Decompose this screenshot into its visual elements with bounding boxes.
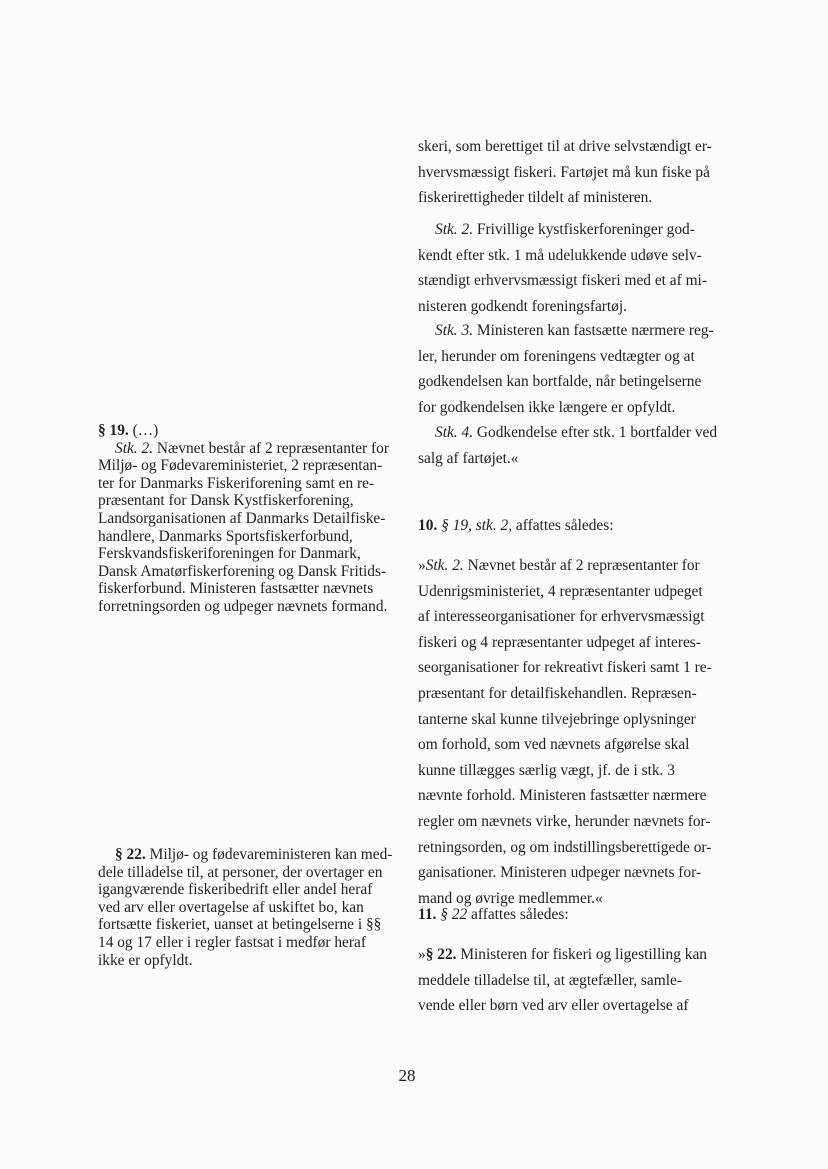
section-19-heading: § 19. (…) <box>98 422 159 439</box>
quoted-section-22: »§ 22. Ministeren for fiskeri og ligestilling kan meddele tilladelse til, at ægtefæller, samle- vende eller børn ved arv eller overtagelse af <box>418 942 736 1019</box>
text-line: fiskeri og 4 repræsentanter udpeget af interes- <box>418 633 701 651</box>
right-column <box>418 0 736 1169</box>
text-line: præsentant for Dansk Kystfiskerforening, <box>98 492 354 510</box>
text-line: seorganisationer for rekreativt fiskeri samt 1 re- <box>418 659 712 677</box>
text-line: skeri, som berettiget til at drive selvstændigt er- <box>418 138 712 155</box>
text-line: godkendelsen kan bortfalde, når betingelserne <box>418 373 702 391</box>
text-line: retningsorden, og om indstillingsberettigede or- <box>418 838 712 856</box>
text-line: Udenrigsministeriet, 4 repræsentanter udpeget <box>418 582 703 600</box>
text-line: stændigt erhvervsmæssigt fiskeri med et af mi- <box>418 272 707 290</box>
quoted-stk-2-paragraph: »Stk. 2. Nævnet består af 2 repræsentanter for Udenrigsministeriet, 4 repræsentanter udpeget af interesseorganisationer for erhvervsmæssigt fiskeri og 4 repræsentanter udpeget af interes- seorganisationer for rekreativt fiskeri samt 1 re- præsentant for detailfiskehandlen. Repræsen- tanterne skal kunne tilvejebringe oplysninger om forhold, som ved nævnets afgørelse skal kunne tillægges særlig vægt, jf. de i stk. 3 nævnte forhold. Ministeren fastsætter nærmere regler om nævnets virke, herunder nævnets for- retningsorden, og om indstillingsberettigede or- ganisationer. Ministeren udpeger nævnets for- mand og øvrige medlemmer.« <box>418 553 736 911</box>
text-line: meddele tilladelse til, at ægtefæller, samle- <box>418 971 682 989</box>
text-line: ter for Danmarks Fiskeriforening samt en re- <box>98 474 375 492</box>
text-line: ganisationer. Ministeren udpeger nævnets for- <box>418 864 702 882</box>
text-line: kendt efter stk. 1 må udelukkende udøve selv- <box>418 246 702 264</box>
stk-4-paragraph <box>418 420 736 471</box>
text-line: handlere, Danmarks Sportsfiskerforbund, <box>98 527 353 545</box>
stk-3-paragraph <box>418 318 736 420</box>
section-22 <box>98 846 402 969</box>
text-line: salg af fartøjet.« <box>418 449 519 467</box>
stk-4-first-line: Stk. 4. Godkendelse efter stk. 1 bortfalder ved <box>435 424 718 441</box>
item-reference: § 22 <box>436 906 468 923</box>
item-number: 10. <box>418 517 438 534</box>
text-line: forretningsorden og udpeger nævnets formand. <box>98 597 388 615</box>
item-reference: § 19, stk. 2, <box>437 517 513 534</box>
text-line: dele tilladelse til, at personer, der overtager en <box>98 863 383 881</box>
stk-3-first-line: Stk. 3. Ministeren kan fastsætte nærmere reg- <box>435 322 714 339</box>
text-line: vende eller børn ved arv eller overtagelse af <box>418 997 689 1015</box>
stk-2-first-line: Stk. 2. Frivillige kystfiskerforeninger god- <box>435 221 695 238</box>
amendment-item-10: 10. § 19, stk. 2, affattes således: <box>418 517 614 534</box>
text-line: fiskerirettigheder tildelt af ministeren. <box>418 189 653 207</box>
text-line: ler, herunder om foreningens vedtægter og at <box>418 347 695 365</box>
section-22-first-line: § 22. Miljø- og fødevareministeren kan med- <box>115 846 393 863</box>
text-line: tanterne skal kunne tilvejebringe oplysninger <box>418 710 696 728</box>
item-number: 11. <box>418 906 437 923</box>
text-line: fortsætte fiskeriet, uanset at betingelserne i §§ <box>98 916 382 934</box>
section-19 <box>98 422 402 616</box>
text-line: fiskerforbund. Ministeren fastsætter nævnets <box>98 580 374 598</box>
text-line: ikke er opfyldt. <box>98 951 193 969</box>
section-19-first-line: Stk. 2. Nævnet består af 2 repræsentanter for <box>115 439 389 457</box>
amendment-item-11: 11. § 22 affattes således: <box>418 906 569 923</box>
text-line: mand og øvrige medlemmer.« <box>418 889 603 907</box>
text-line: 14 og 17 eller i regler fastsat i medfør heraf <box>98 933 366 951</box>
text-line: nisteren godkendt foreningsfartøj. <box>418 297 627 315</box>
text-line: Landsorganisationen af Danmarks Detailfiske- <box>98 509 386 527</box>
text-line: nævnte forhold. Ministeren fastsætter nærmere <box>418 787 707 805</box>
text-line: ved arv eller overtagelse af uskiftet bo, kan <box>98 898 364 916</box>
stk-2-paragraph <box>418 217 736 319</box>
text-line: kunne tillægges særlig vægt, jf. de i stk. 3 <box>418 761 675 779</box>
paragraph-continuation <box>418 134 736 211</box>
text-line: præsentant for detailfiskehandlen. Repræsen- <box>418 684 697 702</box>
text-line: for godkendelsen ikke længere er opfyldt. <box>418 398 676 416</box>
text-line: Dansk Amatørfiskerforening og Dansk Fritids- <box>98 562 387 580</box>
text-line: Ferskvandsfiskeriforeningen for Danmark, <box>98 545 361 563</box>
page-number: 28 <box>398 1066 416 1085</box>
text-line: igangværende fiskeribedrift eller andel heraf <box>98 881 373 899</box>
text-line: hvervsmæssigt fiskeri. Fartøjet må kun fiske på <box>418 163 710 181</box>
text-line: Miljø- og Fødevareministeriet, 2 repræsentan- <box>98 457 383 475</box>
text-line: regler om nævnets virke, herunder nævnets for- <box>418 812 711 830</box>
text-line: om forhold, som ved nævnets afgørelse skal <box>418 736 690 754</box>
text-line: af interesseorganisationer for erhvervsmæssigt <box>418 608 705 626</box>
